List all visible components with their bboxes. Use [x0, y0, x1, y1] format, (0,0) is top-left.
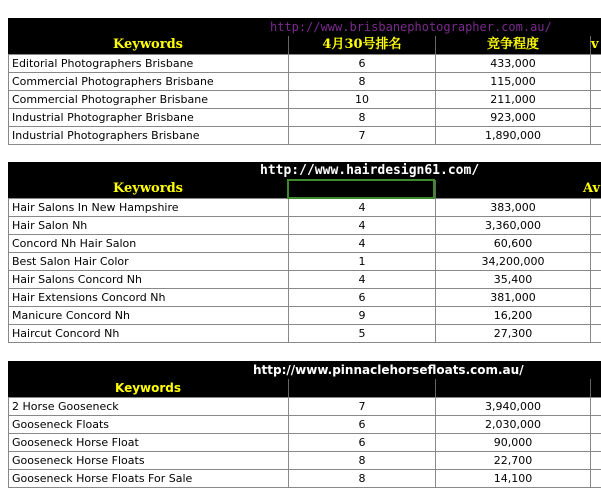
- header-rank: [288, 379, 435, 397]
- keyword-cell[interactable]: Commercial Photographer Brisbane: [9, 91, 289, 109]
- empty-cell[interactable]: [591, 91, 601, 109]
- rank-cell[interactable]: 6: [289, 434, 436, 452]
- empty-cell[interactable]: [591, 73, 601, 91]
- header-keywords: Keywords: [113, 181, 183, 196]
- rank-cell[interactable]: 4: [289, 271, 436, 289]
- keyword-cell[interactable]: Hair Extensions Concord Nh: [9, 289, 289, 307]
- table-row: [9, 434, 601, 452]
- header-row: [8, 36, 601, 54]
- header-keywords: Keywords: [114, 381, 182, 395]
- keyword-cell[interactable]: Gooseneck Horse Floats: [9, 452, 289, 470]
- table-row: [9, 416, 601, 434]
- empty-cell[interactable]: [591, 289, 601, 307]
- site-url[interactable]: http://www.hairdesign61.com/: [260, 163, 480, 178]
- empty-cell[interactable]: [591, 434, 601, 452]
- competition-cell[interactable]: 16,200: [436, 307, 591, 325]
- table-row: [9, 452, 601, 470]
- competition-cell[interactable]: 60,600: [436, 235, 591, 253]
- section-pinnacle: [8, 361, 601, 488]
- header-competition: [435, 379, 590, 397]
- competition-cell[interactable]: 35,400: [436, 271, 591, 289]
- rank-cell[interactable]: 8: [289, 73, 436, 91]
- keyword-cell[interactable]: Manicure Concord Nh: [9, 307, 289, 325]
- empty-cell[interactable]: [591, 452, 601, 470]
- selected-cell-outline[interactable]: [287, 179, 435, 199]
- table-row: [9, 109, 601, 127]
- table-row: [9, 73, 601, 91]
- keyword-table: [8, 198, 601, 343]
- keyword-cell[interactable]: Editorial Photographers Brisbane: [9, 55, 289, 73]
- competition-cell[interactable]: 923,000: [436, 109, 591, 127]
- keyword-cell[interactable]: Gooseneck Horse Floats For Sale: [9, 470, 289, 488]
- keyword-cell[interactable]: Gooseneck Horse Float: [9, 434, 289, 452]
- section-brisbane: [8, 18, 601, 145]
- competition-cell[interactable]: 22,700: [436, 452, 591, 470]
- table-row: [9, 91, 601, 109]
- keyword-cell[interactable]: Industrial Photographers Brisbane: [9, 127, 289, 145]
- rank-cell[interactable]: 1: [289, 253, 436, 271]
- table-row: [9, 325, 601, 343]
- table-row: [9, 235, 601, 253]
- table-row: [9, 398, 601, 416]
- rank-cell[interactable]: 8: [289, 452, 436, 470]
- table-row: [9, 217, 601, 235]
- empty-cell[interactable]: [591, 271, 601, 289]
- keyword-cell[interactable]: Hair Salon Nh: [9, 217, 289, 235]
- competition-cell[interactable]: 211,000: [436, 91, 591, 109]
- rank-cell[interactable]: 7: [289, 127, 436, 145]
- rank-cell[interactable]: 6: [289, 289, 436, 307]
- competition-cell[interactable]: 27,300: [436, 325, 591, 343]
- section-hairdesign: [8, 162, 601, 343]
- site-url-row: [8, 18, 601, 36]
- site-url[interactable]: http://www.pinnaclehorsefloats.com.au/: [253, 363, 524, 377]
- empty-cell[interactable]: [591, 470, 601, 488]
- table-row: [9, 271, 601, 289]
- rank-cell[interactable]: 6: [289, 55, 436, 73]
- competition-cell[interactable]: 381,000: [436, 289, 591, 307]
- rank-cell[interactable]: 4: [289, 199, 436, 217]
- empty-cell[interactable]: [591, 398, 601, 416]
- rank-cell[interactable]: 7: [289, 398, 436, 416]
- keyword-cell[interactable]: Hair Salons Concord Nh: [9, 271, 289, 289]
- competition-cell[interactable]: 1,890,000: [436, 127, 591, 145]
- empty-cell[interactable]: [591, 307, 601, 325]
- competition-cell[interactable]: 433,000: [436, 55, 591, 73]
- site-url-row: [8, 361, 601, 379]
- table-row: [9, 199, 601, 217]
- empty-cell[interactable]: [591, 325, 601, 343]
- competition-cell[interactable]: 90,000: [436, 434, 591, 452]
- competition-cell[interactable]: 383,000: [436, 199, 591, 217]
- competition-cell[interactable]: 14,100: [436, 470, 591, 488]
- keyword-cell[interactable]: Concord Nh Hair Salon: [9, 235, 289, 253]
- header-extra: Av: [583, 181, 601, 196]
- table-row: [9, 127, 601, 145]
- rank-cell[interactable]: 9: [289, 307, 436, 325]
- rank-cell[interactable]: 8: [289, 109, 436, 127]
- empty-cell[interactable]: [591, 253, 601, 271]
- header-competition: 竞争程度: [435, 36, 590, 54]
- rank-cell[interactable]: 8: [289, 470, 436, 488]
- table-row: [9, 307, 601, 325]
- empty-cell[interactable]: [591, 127, 601, 145]
- keyword-table: [8, 54, 601, 145]
- header-row: [8, 379, 601, 397]
- header-competition: [435, 180, 590, 198]
- keyword-cell[interactable]: Hair Salons In New Hampshire: [9, 199, 289, 217]
- keyword-cell[interactable]: Best Salon Hair Color: [9, 253, 289, 271]
- competition-cell[interactable]: 3,360,000: [436, 217, 591, 235]
- keyword-cell[interactable]: 2 Horse Gooseneck: [9, 398, 289, 416]
- table-row: [9, 289, 601, 307]
- rank-cell[interactable]: 5: [289, 325, 436, 343]
- header-extra: v: [590, 36, 601, 54]
- site-url[interactable]: http://www.brisbanephotographer.com.au/: [270, 20, 552, 34]
- keyword-cell[interactable]: Haircut Concord Nh: [9, 325, 289, 343]
- rank-cell[interactable]: 6: [289, 416, 436, 434]
- table-row: [9, 55, 601, 73]
- keyword-cell[interactable]: Commercial Photographers Brisbane: [9, 73, 289, 91]
- empty-cell[interactable]: [591, 217, 601, 235]
- rank-cell[interactable]: 4: [289, 235, 436, 253]
- header-rank: 4月30号排名: [288, 36, 435, 54]
- table-row: [9, 470, 601, 488]
- empty-cell[interactable]: [591, 109, 601, 127]
- rank-cell[interactable]: 4: [289, 217, 436, 235]
- empty-cell[interactable]: [591, 55, 601, 73]
- header-keywords: Keywords: [113, 37, 183, 52]
- table-row: [9, 253, 601, 271]
- site-url-row: [8, 162, 601, 180]
- empty-cell[interactable]: [591, 199, 601, 217]
- empty-cell[interactable]: [591, 235, 601, 253]
- header-extra: [590, 379, 601, 397]
- keyword-table: [8, 397, 601, 488]
- keyword-cell[interactable]: Industrial Photographer Brisbane: [9, 109, 289, 127]
- competition-cell[interactable]: 115,000: [436, 73, 591, 91]
- competition-cell[interactable]: 3,940,000: [436, 398, 591, 416]
- keyword-cell[interactable]: Gooseneck Floats: [9, 416, 289, 434]
- competition-cell[interactable]: 2,030,000: [436, 416, 591, 434]
- empty-cell[interactable]: [591, 416, 601, 434]
- rank-cell[interactable]: 10: [289, 91, 436, 109]
- competition-cell[interactable]: 34,200,000: [436, 253, 591, 271]
